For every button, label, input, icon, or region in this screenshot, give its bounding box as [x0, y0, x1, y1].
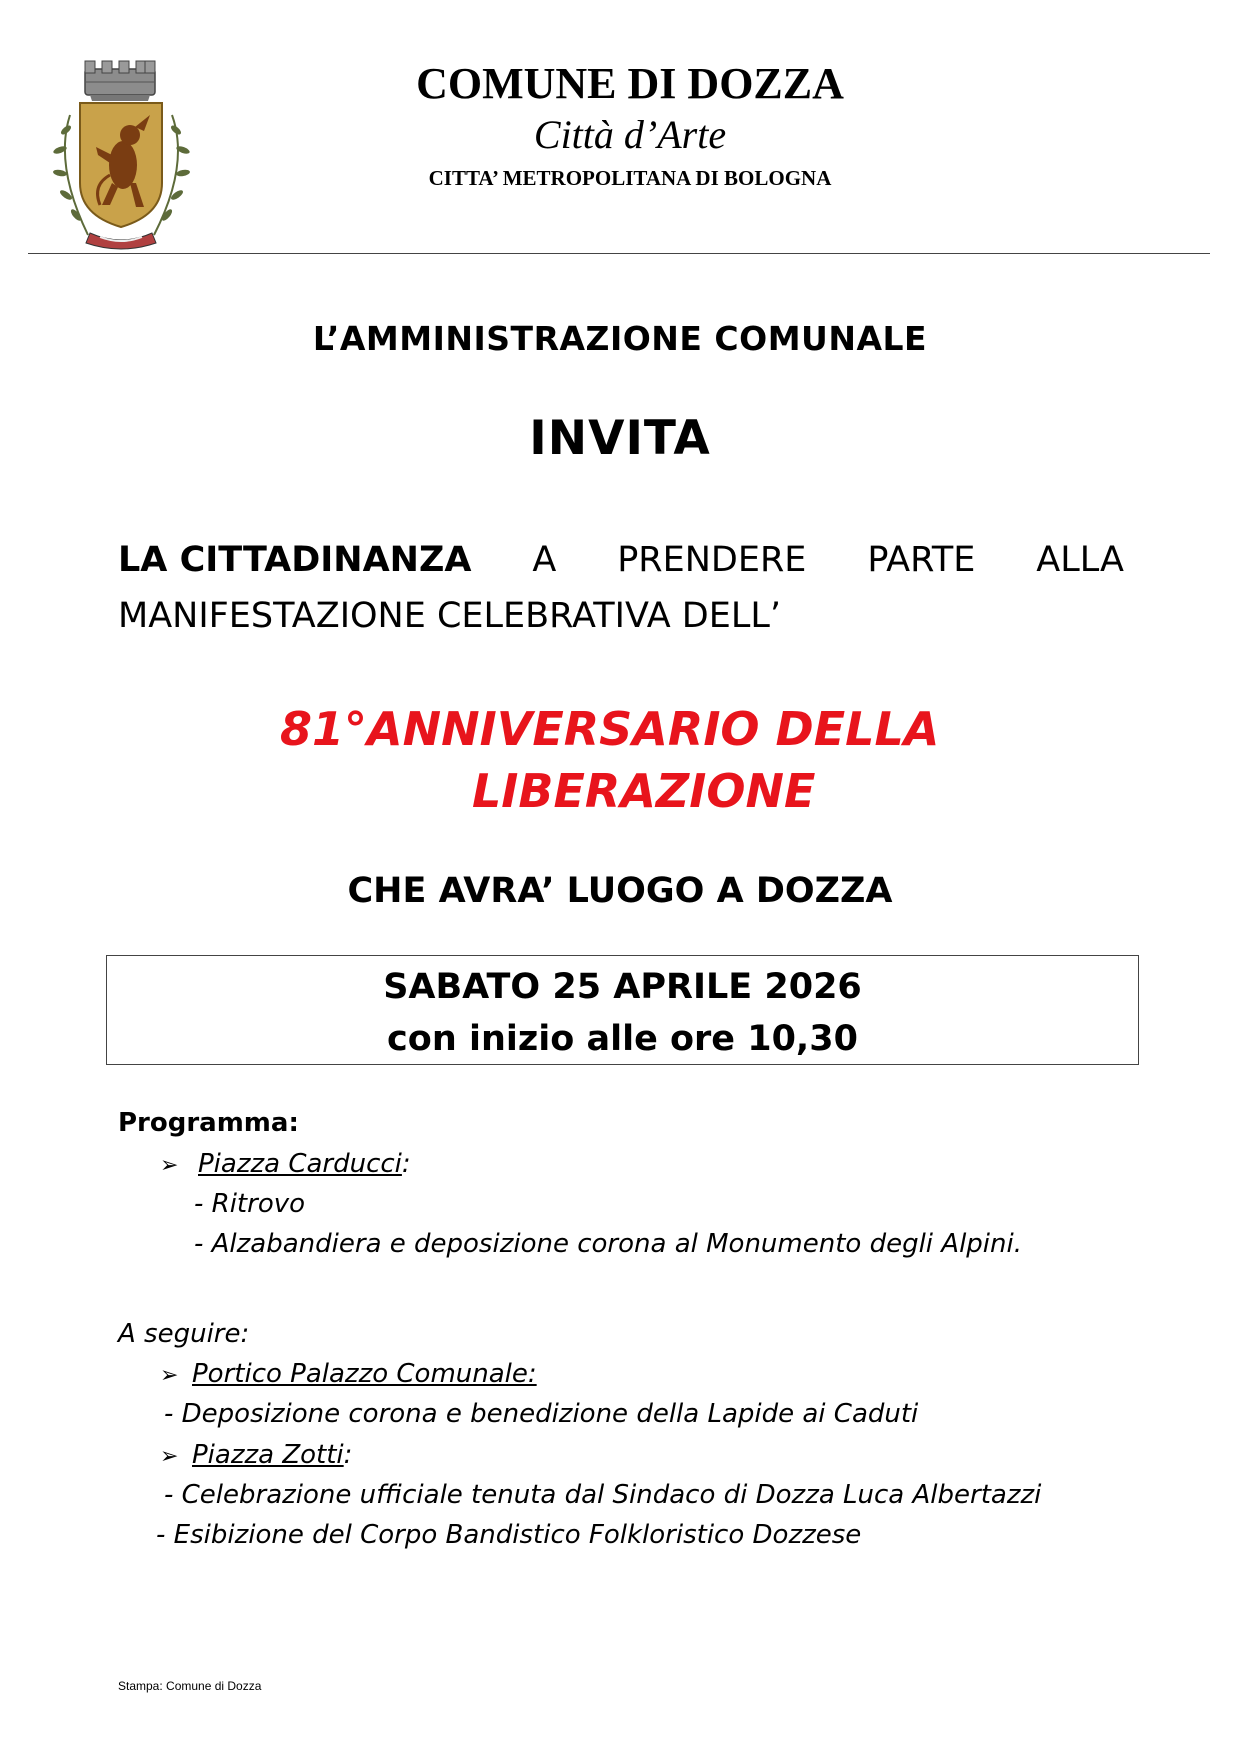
event-date: SABATO 25 APRILE 2026 — [383, 967, 862, 1007]
invitation-paragraph — [118, 532, 1124, 644]
header-metro-label: CITTA’ METROPOLITANA DI BOLOGNA — [428, 166, 832, 190]
comune-crest-logo — [40, 55, 210, 255]
invita-heading: INVITA — [529, 411, 711, 466]
arrow-bullet-icon: ➢ — [160, 1153, 179, 1178]
header-title: COMUNE DI DOZZA — [416, 59, 844, 108]
event-time: con inizio alle ore 10,30 — [387, 1019, 858, 1059]
programme-item: - Alzabandiera e deposizione corona al Monumento degli Alpini. — [194, 1229, 1023, 1259]
programme-place-carducci — [160, 1146, 411, 1184]
invitation-word: PARTE — [867, 540, 976, 580]
programme-place-zotti — [160, 1437, 352, 1475]
place-name: Piazza Carducci — [198, 1149, 402, 1179]
crown-icon — [85, 61, 155, 101]
header-subtitle: Città d’Arte — [533, 112, 727, 157]
header-divider — [28, 253, 1210, 254]
place-name: Portico Palazzo Comunale: — [192, 1359, 537, 1389]
print-footer: Stampa: Comune di Dozza — [118, 1679, 262, 1693]
location-heading: CHE AVRA’ LUOGO A DOZZA — [347, 871, 893, 911]
place-name: Piazza Zotti — [192, 1440, 344, 1470]
anniversary-line-2: LIBERAZIONE — [472, 764, 816, 818]
invitation-line-2: MANIFESTAZIONE CELEBRATIVA DELL’ — [118, 596, 781, 636]
place-colon: : — [401, 1149, 411, 1179]
programme-follow-label: A seguire: — [118, 1319, 250, 1349]
programme-heading: Programma: — [118, 1108, 299, 1138]
programme-item: - Ritrovo — [194, 1189, 306, 1219]
programme-item: - Deposizione corona e benedizione della Lapide ai Caduti — [164, 1399, 919, 1429]
administration-heading: L’AMMINISTRAZIONE COMUNALE — [312, 319, 928, 358]
invitation-word: PRENDERE — [617, 540, 807, 580]
programme-place-portico — [160, 1356, 537, 1394]
invitation-lead: LA CITTADINANZA — [118, 540, 472, 580]
invitation-word: ALLA — [1036, 540, 1124, 580]
programme-item: - Esibizione del Corpo Bandistico Folkloristico Dozzese — [156, 1520, 862, 1550]
invitation-word: A — [532, 540, 557, 580]
programme-item: - Celebrazione ufficiale tenuta dal Sindaco di Dozza Luca Albertazzi — [164, 1480, 1042, 1510]
date-box — [106, 955, 1139, 1065]
place-colon: : — [343, 1440, 353, 1470]
arrow-bullet-icon: ➢ — [160, 1363, 179, 1388]
ribbon-icon — [86, 233, 156, 249]
arrow-bullet-icon: ➢ — [160, 1444, 179, 1469]
anniversary-line-1: 81°ANNIVERSARIO DELLA — [280, 702, 940, 756]
invitation-line-1 — [118, 532, 1124, 588]
